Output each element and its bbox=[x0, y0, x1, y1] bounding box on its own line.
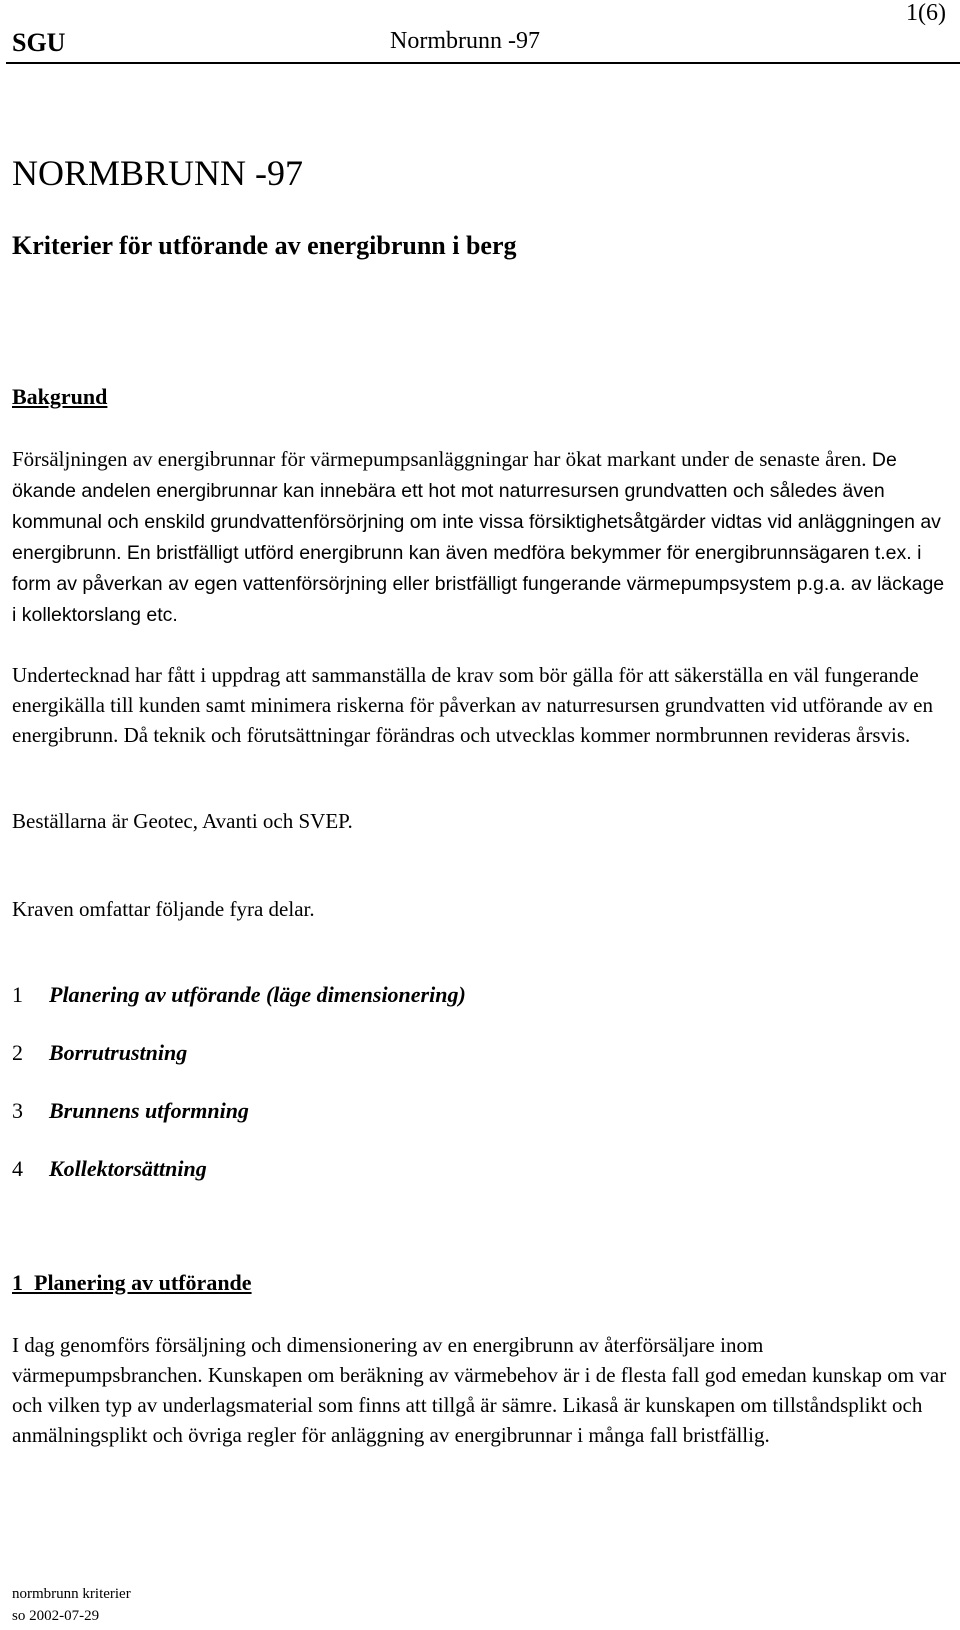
page-number: 1(6) bbox=[906, 0, 946, 26]
list-item-label: Kollektorsättning bbox=[49, 1156, 207, 1181]
list-item bbox=[12, 1098, 249, 1124]
list-item bbox=[12, 1156, 207, 1182]
list-item-number: 2 bbox=[12, 1040, 23, 1065]
footer-line-1: normbrunn kriterier bbox=[12, 1586, 131, 1602]
list-item-number: 1 bbox=[12, 982, 23, 1007]
background-paragraph-1-start: Försäljningen av energibrunnar för värmepumpsanläggningar har ökat markant under de senaste åren. bbox=[12, 447, 867, 471]
section-heading-background: Bakgrund bbox=[12, 384, 108, 409]
list-item-label: Planering av utförande (läge dimensionering) bbox=[49, 982, 466, 1007]
list-item-number: 4 bbox=[12, 1156, 23, 1181]
document-subtitle: Kriterier för utförande av energibrunn i berg bbox=[12, 231, 517, 260]
section-heading-planering: 1 Planering av utförande bbox=[12, 1270, 252, 1295]
header-rule bbox=[6, 62, 960, 64]
document-title: NORMBRUNN -97 bbox=[12, 153, 304, 193]
background-paragraph-4: Kraven omfattar följande fyra delar. bbox=[12, 897, 315, 921]
list-item-label: Borrutrustning bbox=[49, 1040, 188, 1065]
background-paragraph-1 bbox=[12, 444, 952, 630]
background-paragraph-2: Undertecknad har fått i uppdrag att sammanställa de krav som bör gälla för att säkerställa en väl fungerande energikälla till kunden samt minimera riskerna för påverkan av naturresursen grundvatten vid utförande av en energibrunn. Då teknik och förutsättningar förändras och utvecklas kommer normbrunnen revideras årsvis. bbox=[12, 663, 933, 747]
header-document-name: Normbrunn -97 bbox=[390, 28, 540, 54]
list-item bbox=[12, 982, 466, 1008]
header-organization: SGU bbox=[12, 28, 66, 57]
list-item-number: 3 bbox=[12, 1098, 23, 1123]
background-paragraph-1-rest: De ökande andelen energibrunnar kan innebära ett hot mot naturresursen grundvatten och således även kommunal och enskild grundvattenförsörjning om inte vissa försiktighetsåtgärder vidtas vid anläggningen av energibrunn. En bristfälligt utförd energibrunn kan även medföra bekymmer för energibrunnsägaren t.ex. i form av påverkan av egen vattenförsörjning eller bristfälligt fungerande värmepumpsystem p.g.a. av läckage i kollektorslang etc. bbox=[12, 449, 945, 626]
list-item bbox=[12, 1040, 187, 1066]
section1-paragraph: I dag genomförs försäljning och dimensionering av en energibrunn av återförsäljare inom värmepumpsbranchen. Kunskapen om beräkning av värmebehov är i de flesta fall god emedan kunskap om var och vilken typ av underlagsmaterial som finns att tillgå är sämre. Likaså är kunskapen om tillståndsplikt och anmälningsplikt och övriga regler för anläggning av energibrunnar i många fall bristfällig. bbox=[12, 1333, 947, 1447]
footer-line-2: so 2002-07-29 bbox=[12, 1608, 100, 1624]
list-item-label: Brunnens utformning bbox=[49, 1098, 249, 1123]
background-paragraph-3: Beställarna är Geotec, Avanti och SVEP. bbox=[12, 809, 353, 833]
